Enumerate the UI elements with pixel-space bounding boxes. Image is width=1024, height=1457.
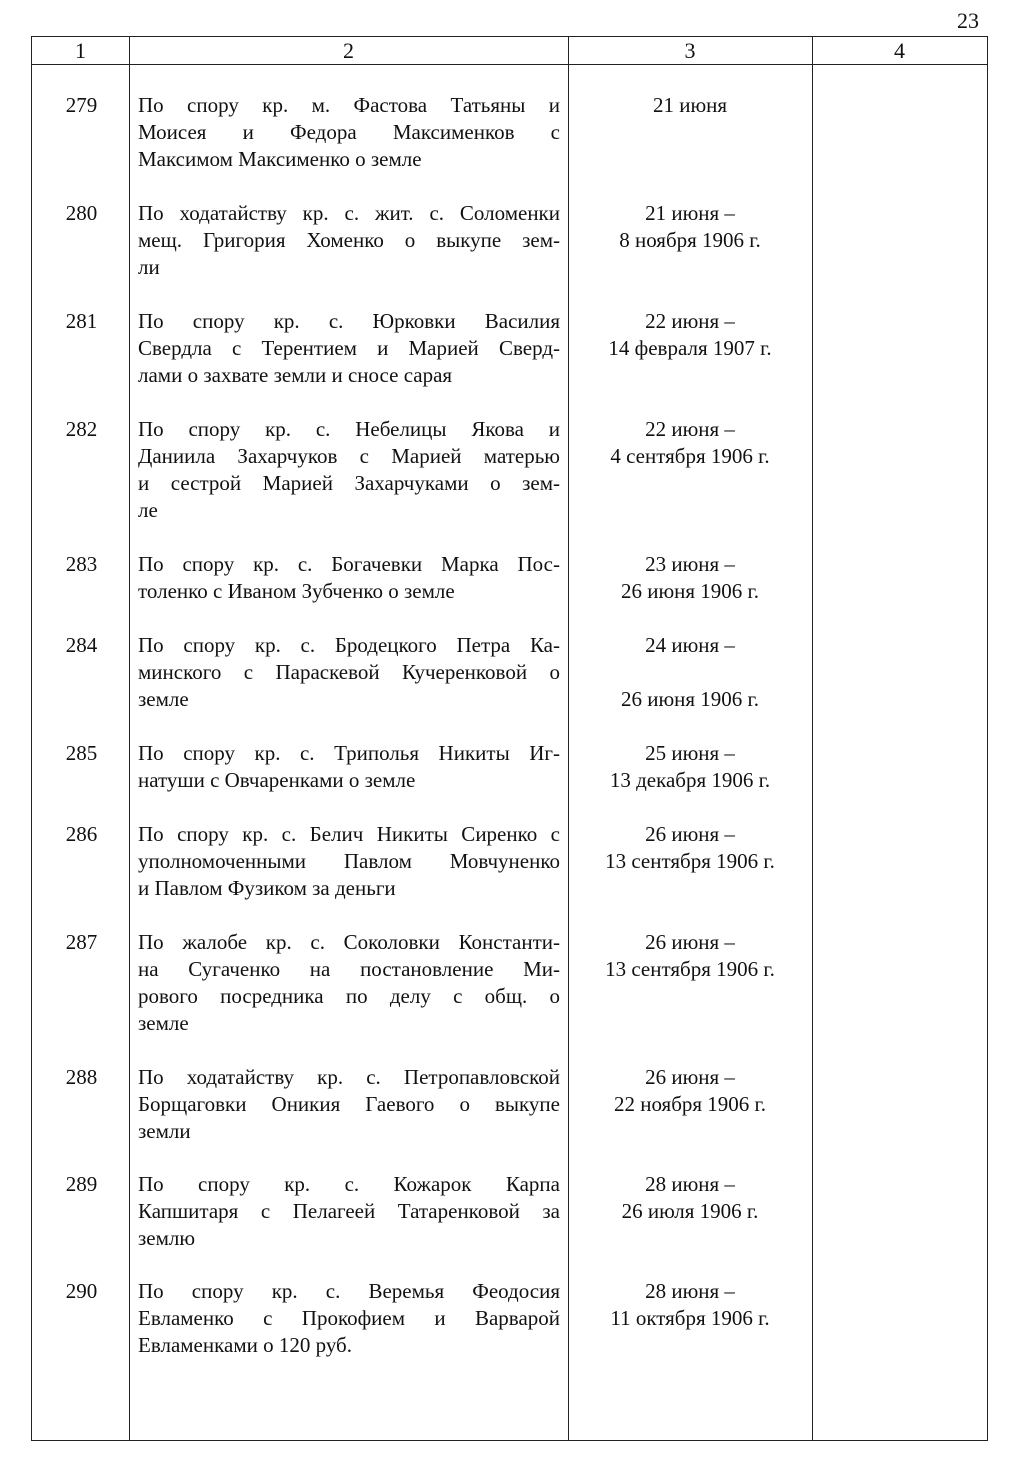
description-line: По спору кр. с. Веремья Феодосия xyxy=(138,1279,560,1303)
entry-number: 284 xyxy=(65,633,98,657)
date-line: 21 июня xyxy=(652,93,728,117)
entry-description xyxy=(138,416,560,524)
date-line: 13 сентября 1906 г. xyxy=(605,957,775,981)
description-line: По ходатайству кр. с. жит. с. Соломенки xyxy=(138,201,560,225)
description-line: По спору кр. с. Бродецкого Петра Ка- xyxy=(138,633,560,657)
date-line: 24 июня – xyxy=(645,633,735,657)
date-line: 22 июня – xyxy=(645,309,735,333)
entry-number: 288 xyxy=(65,1065,98,1089)
description-line: землю xyxy=(138,1226,196,1250)
date-line: 28 июня – xyxy=(645,1279,735,1303)
date-line: 26 июня 1906 г. xyxy=(620,579,760,603)
description-line: По спору кр. м. Фастова Татьяны и xyxy=(138,93,560,117)
date-line: 22 ноября 1906 г. xyxy=(613,1092,767,1116)
description-line: земле xyxy=(138,687,189,711)
description-line: земле xyxy=(138,1011,189,1035)
entry-description xyxy=(138,92,560,173)
date-line: 26 июня – xyxy=(645,1065,735,1089)
date-line: 25 июня – xyxy=(645,741,735,765)
description-line: По жалобе кр. с. Соколовки Константи- xyxy=(138,930,560,954)
entry-number: 287 xyxy=(65,930,98,954)
description-line: натуши с Овчаренками о земле xyxy=(138,768,416,792)
entry-number: 290 xyxy=(65,1279,98,1303)
date-line: 22 июня – xyxy=(645,417,735,441)
entry-description xyxy=(138,308,560,389)
entry-description xyxy=(138,200,560,281)
entry-dates xyxy=(568,1171,812,1225)
date-line: 26 июня – xyxy=(645,930,735,954)
entry-dates xyxy=(568,92,812,119)
description-line: По спору кр. с. Юрковки Василия xyxy=(138,309,560,333)
entry-description xyxy=(138,821,560,902)
column-divider xyxy=(812,37,813,1440)
description-line: Максимом Максименко о земле xyxy=(138,147,422,171)
description-line: Евламенко с Прокофием и Варварой xyxy=(138,1306,560,1330)
date-line: 4 сентября 1906 г. xyxy=(610,444,770,468)
entry-dates xyxy=(568,308,812,362)
entry-dates xyxy=(568,740,812,794)
date-spacer xyxy=(568,659,812,686)
column-header-1: 1 xyxy=(75,38,86,63)
entry-description xyxy=(138,551,560,605)
entry-description xyxy=(138,1171,560,1252)
description-line: на Сугаченко на постановление Ми- xyxy=(138,957,560,981)
column-header-2: 2 xyxy=(343,38,354,63)
entry-description xyxy=(138,929,560,1037)
entry-number: 282 xyxy=(65,417,98,441)
description-line: земли xyxy=(138,1119,191,1143)
date-line: 28 июня – xyxy=(645,1172,735,1196)
description-line: лами о захвате земли и сносе сарая xyxy=(138,363,453,387)
description-line: Борщаговки Оникия Гаевого о выкупе xyxy=(138,1092,560,1116)
date-line: 23 июня – xyxy=(645,552,735,576)
register-table xyxy=(31,36,988,1441)
description-line: По спору кр. с. Белич Никиты Сиренко с xyxy=(138,822,560,846)
description-line: По спору кр. с. Триполья Никиты Иг- xyxy=(138,741,560,765)
entry-number: 279 xyxy=(65,93,98,117)
description-line: минского с Параскевой Кучеренковой о xyxy=(138,660,560,684)
entry-description xyxy=(138,632,560,713)
entry-dates xyxy=(568,551,812,605)
description-line: уполномоченными Павлом Мовчуненко xyxy=(138,849,560,873)
entry-description xyxy=(138,1064,560,1145)
entry-number: 285 xyxy=(65,741,98,765)
entry-description xyxy=(138,1278,560,1359)
entry-number: 280 xyxy=(65,201,98,225)
date-line: 8 ноября 1906 г. xyxy=(619,228,761,252)
entry-number: 281 xyxy=(65,309,98,333)
description-line: Моисея и Федора Максименков с xyxy=(138,120,560,144)
date-line: 13 декабря 1906 г. xyxy=(609,768,771,792)
description-line: рового посредника по делу с общ. о xyxy=(138,984,560,1008)
entry-dates xyxy=(568,416,812,470)
entry-number: 289 xyxy=(65,1172,98,1196)
page-number: 23 xyxy=(957,8,979,33)
entry-number: 283 xyxy=(65,552,98,576)
description-line: По спору кр. с. Небелицы Якова и xyxy=(138,417,560,441)
date-line: 26 июня 1906 г. xyxy=(620,687,760,711)
description-line: По спору кр. с. Богачевки Марка Пос- xyxy=(138,552,560,576)
description-line: ле xyxy=(138,498,158,522)
entry-description xyxy=(138,740,560,794)
description-line: мещ. Григория Хоменко о выкупе зем- xyxy=(138,228,560,252)
date-line: 13 сентября 1906 г. xyxy=(605,849,775,873)
description-line: ли xyxy=(138,255,160,279)
description-line: толенко с Иваном Зубченко о земле xyxy=(138,579,455,603)
date-line: 11 октября 1906 г. xyxy=(610,1306,770,1330)
description-line: По спору кр. с. Кожарок Карпа xyxy=(138,1172,560,1196)
date-line: 14 февраля 1907 г. xyxy=(608,336,772,360)
entry-dates xyxy=(568,200,812,254)
date-line: 26 июня – xyxy=(645,822,735,846)
column-header-3: 3 xyxy=(684,38,696,63)
date-line: 26 июля 1906 г. xyxy=(621,1199,759,1223)
entry-dates xyxy=(568,929,812,983)
description-line: Свердла с Терентием и Марией Сверд- xyxy=(138,336,560,360)
description-line: Даниила Захарчуков с Марией матерью xyxy=(138,444,560,468)
entry-dates xyxy=(568,1064,812,1118)
entry-dates xyxy=(568,1278,812,1332)
description-line: и сестрой Марией Захарчуками о зем- xyxy=(138,471,560,495)
description-line: По ходатайству кр. с. Петропавловской xyxy=(138,1065,560,1089)
table-header xyxy=(32,37,987,65)
description-line: Евламенками о 120 руб. xyxy=(138,1333,352,1357)
description-line: и Павлом Фузиком за деньги xyxy=(138,876,396,900)
description-line: Капшитаря с Пелагеей Татаренковой за xyxy=(138,1199,560,1223)
entry-dates xyxy=(568,632,812,713)
column-header-4: 4 xyxy=(894,38,905,63)
entry-dates xyxy=(568,821,812,875)
date-line: 21 июня – xyxy=(645,201,735,225)
column-divider xyxy=(129,37,130,1440)
entry-number: 286 xyxy=(65,822,98,846)
